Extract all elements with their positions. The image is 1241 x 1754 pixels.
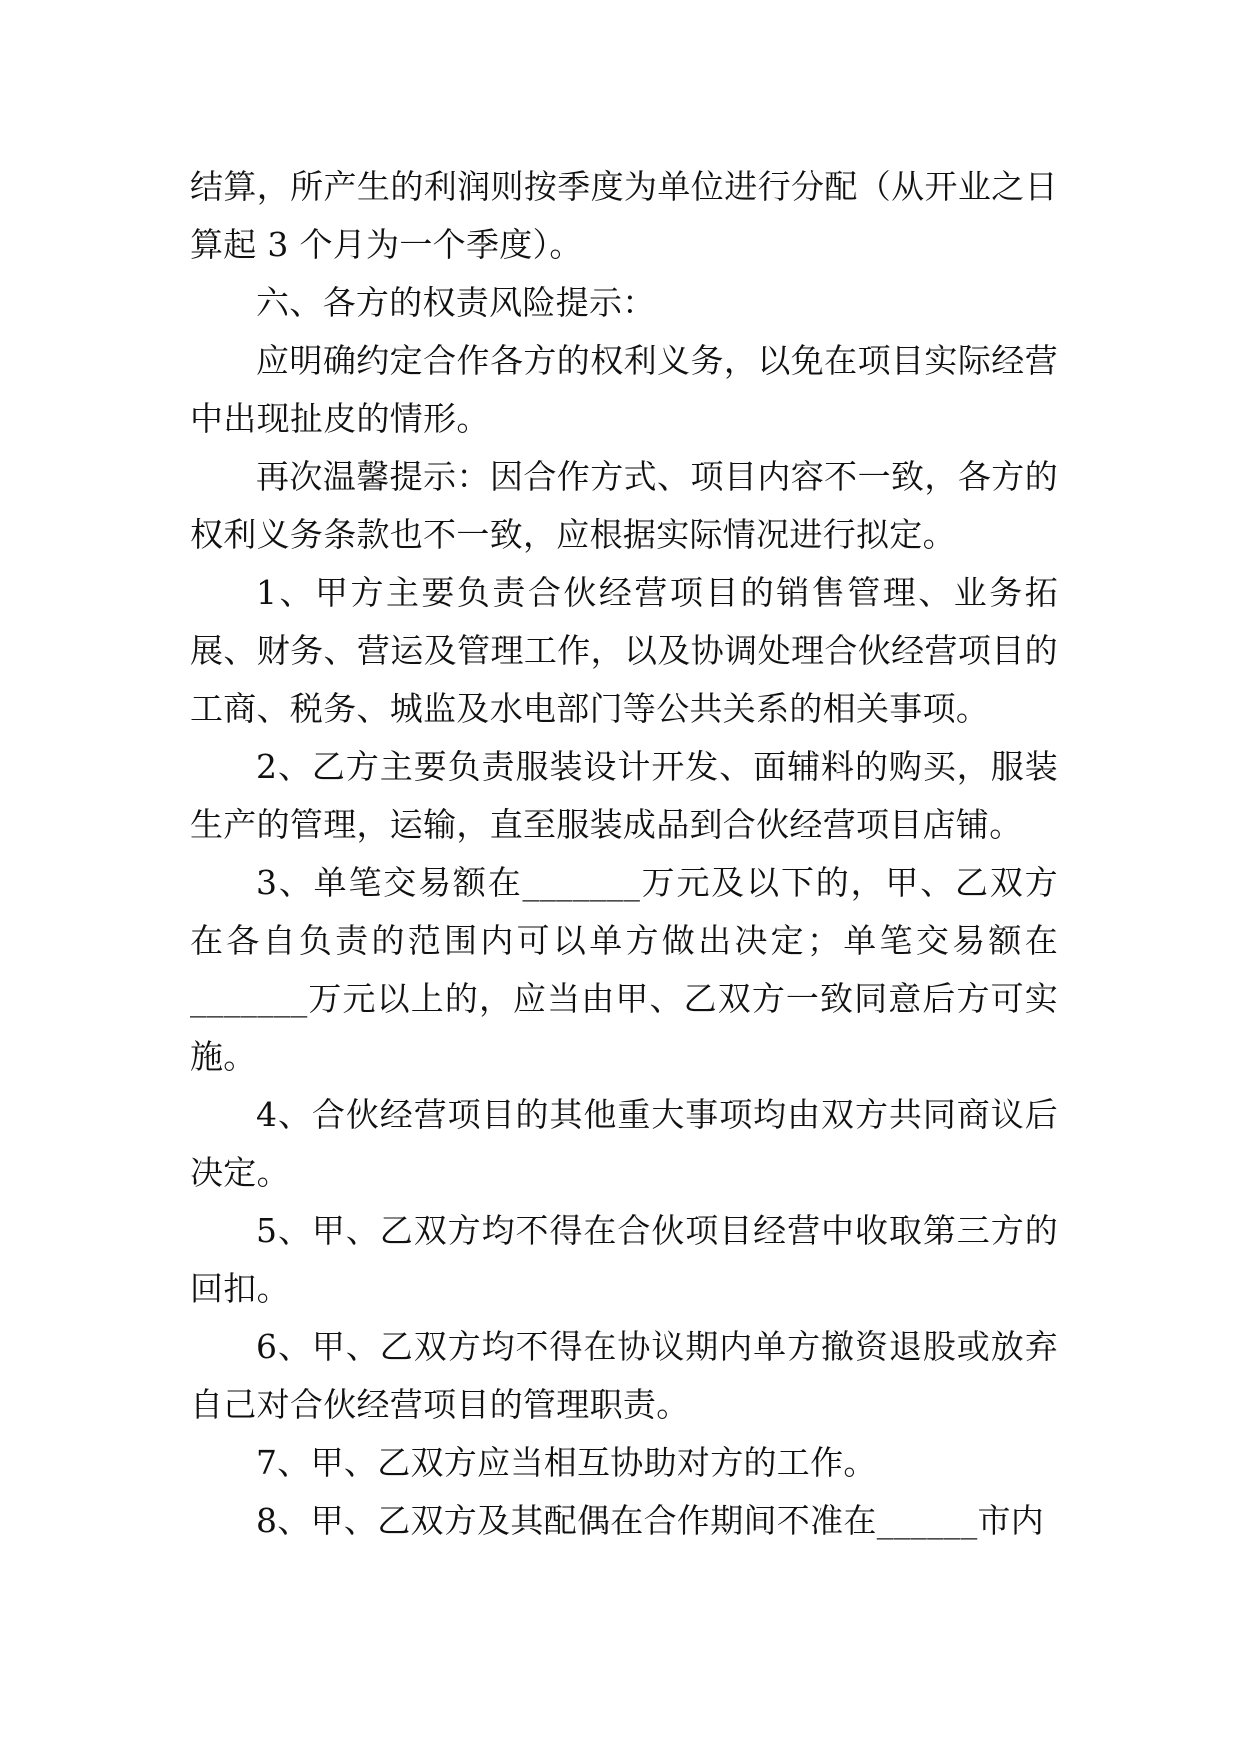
section-heading-risk: 六、各方的权责风险提示： — [256, 283, 656, 322]
paragraph-reminder: 再次温馨提示：因合作方式、项目内容不一致，各方的权利义务条款也不一致，应根据实际情况进行拟定。 — [190, 457, 1058, 554]
clause-8: 8、甲、乙双方及其配偶在合作期间不准在______市内 — [256, 1501, 1045, 1540]
clause-4: 4、合伙经营项目的其他重大事项均由双方共同商议后决定。 — [190, 1095, 1058, 1192]
paragraph-settlement: 结算，所产生的利润则按季度为单位进行分配（从开业之日算起 3 个月为一个季度）。 — [190, 167, 1058, 264]
clause-1: 1、甲方主要负责合伙经营项目的销售管理、业务拓展、财务、营运及管理工作，以及协调处理合伙经营项目的工商、税务、城监及水电部门等公共关系的相关事项。 — [190, 573, 1058, 728]
clause-2: 2、乙方主要负责服装设计开发、面辅料的购买，服装生产的管理，运输，直至服装成品到合伙经营项目店铺。 — [190, 747, 1058, 844]
paragraph-rights-obligations: 应明确约定合作各方的权利义务，以免在项目实际经营中出现扯皮的情形。 — [190, 341, 1058, 438]
clause-6: 6、甲、乙双方均不得在协议期内单方撤资退股或放弃自己对合伙经营项目的管理职责。 — [190, 1327, 1058, 1424]
clause-5: 5、甲、乙双方均不得在合伙项目经营中收取第三方的回扣。 — [190, 1211, 1058, 1308]
clause-3: 3、单笔交易额在_______万元及以下的，甲、乙双方在各自负责的范围内可以单方做出决定；单笔交易额在_______万元以上的，应当由甲、乙双方一致同意后方可实施。 — [190, 863, 1058, 1076]
document-body — [190, 158, 1058, 1550]
clause-7: 7、甲、乙双方应当相互协助对方的工作。 — [256, 1443, 877, 1482]
